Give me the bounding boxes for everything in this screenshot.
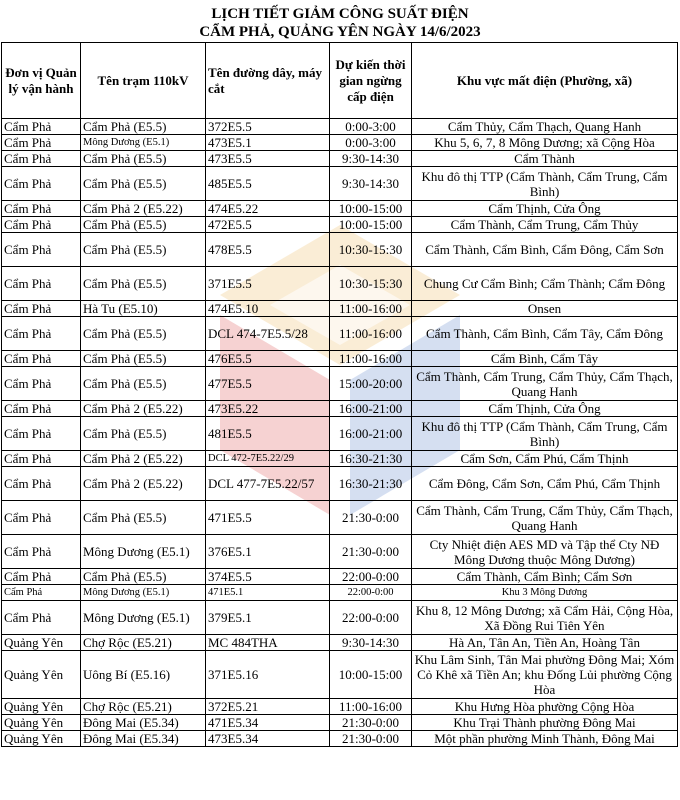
table-row [2, 317, 678, 351]
cell-line: 477E5.5 [206, 367, 330, 401]
cell-station: Cẩm Phả (E5.5) [81, 351, 206, 367]
cell-line: 471E5.34 [206, 715, 330, 731]
table-row [2, 367, 678, 401]
cell-line: 472E5.5 [206, 217, 330, 233]
cell-line: 376E5.1 [206, 535, 330, 569]
cell-station: Cẩm Phả (E5.5) [81, 501, 206, 535]
cell-unit: Cẩm Phả [2, 135, 81, 151]
cell-station: Cẩm Phả 2 (E5.22) [81, 467, 206, 501]
table-row [2, 569, 678, 585]
cell-station: Cẩm Phả (E5.5) [81, 267, 206, 301]
table-row [2, 301, 678, 317]
cell-time: 11:00-16:00 [330, 699, 412, 715]
cell-station: Đông Mai (E5.34) [81, 731, 206, 747]
cell-line: 372E5.5 [206, 119, 330, 135]
cell-area: Khu 8, 12 Mông Dương; xã Cẩm Hải, Cộng Hòa, Xã Đồng Rui Tiên Yên [412, 601, 678, 635]
cell-area: Cẩm Bình, Cẩm Tây [412, 351, 678, 367]
table-row [2, 417, 678, 451]
cell-area: Onsen [412, 301, 678, 317]
cell-station: Cẩm Phả 2 (E5.22) [81, 451, 206, 467]
cell-line: 379E5.1 [206, 601, 330, 635]
table-header-row [2, 43, 678, 119]
cell-time: 21:30-0:00 [330, 535, 412, 569]
cell-station: Cẩm Phả (E5.5) [81, 367, 206, 401]
cell-unit: Cẩm Phả [2, 535, 81, 569]
cell-unit: Quảng Yên [2, 635, 81, 651]
cell-time: 15:00-20:00 [330, 367, 412, 401]
cell-station: Cẩm Phả (E5.5) [81, 217, 206, 233]
table-row [2, 167, 678, 201]
cell-line: MC 484THA [206, 635, 330, 651]
cell-unit: Cẩm Phả [2, 601, 81, 635]
cell-line: DCL 472-7E5.22/29 [206, 451, 330, 467]
cell-area: Cẩm Thành [412, 151, 678, 167]
cell-station: Cẩm Phả 2 (E5.22) [81, 201, 206, 217]
table-row [2, 585, 678, 601]
header-time: Dự kiến thời gian ngừng cấp điện [330, 43, 412, 119]
cell-time: 16:00-21:00 [330, 401, 412, 417]
cell-time: 22:00-0:00 [330, 601, 412, 635]
cell-area: Một phần phường Minh Thành, Đông Mai [412, 731, 678, 747]
cell-unit: Quảng Yên [2, 651, 81, 699]
cell-station: Cẩm Phả (E5.5) [81, 317, 206, 351]
cell-line: 372E5.21 [206, 699, 330, 715]
cell-unit: Cẩm Phả [2, 451, 81, 467]
cell-time: 9:30-14:30 [330, 151, 412, 167]
cell-area: Cẩm Thành, Cẩm Trung, Cẩm Thủy, Cẩm Thạch, Quang Hanh [412, 367, 678, 401]
table-row [2, 201, 678, 217]
cell-station: Hà Tu (E5.10) [81, 301, 206, 317]
table-row [2, 715, 678, 731]
cell-time: 16:30-21:30 [330, 467, 412, 501]
cell-station: Cẩm Phả (E5.5) [81, 233, 206, 267]
cell-station: Cẩm Phả (E5.5) [81, 417, 206, 451]
cell-time: 10:00-15:00 [330, 651, 412, 699]
cell-station: Đông Mai (E5.34) [81, 715, 206, 731]
cell-area: Cty Nhiệt điện AES MD và Tập thể Cty NĐ Mông Dương thuộc Mông Dương) [412, 535, 678, 569]
cell-unit: Cẩm Phả [2, 119, 81, 135]
cell-area: Khu đô thị TTP (Cẩm Thành, Cẩm Trung, Cẩm Bình) [412, 417, 678, 451]
cell-station: Chợ Rộc (E5.21) [81, 635, 206, 651]
cell-time: 0:00-3:00 [330, 135, 412, 151]
cell-area: Cẩm Thịnh, Cửa Ông [412, 401, 678, 417]
cell-area: Khu Trại Thành phường Đông Mai [412, 715, 678, 731]
cell-area: Cẩm Thành, Cẩm Bình; Cẩm Sơn [412, 569, 678, 585]
cell-line: 485E5.5 [206, 167, 330, 201]
cell-unit: Cẩm Phả [2, 317, 81, 351]
document-title: LỊCH TIẾT GIẢM CÔNG SUẤT ĐIỆN [211, 6, 469, 22]
cell-station: Cẩm Phả (E5.5) [81, 167, 206, 201]
table-row [2, 651, 678, 699]
cell-station: Mông Dương (E5.1) [81, 135, 206, 151]
cell-station: Cẩm Phả 2 (E5.22) [81, 401, 206, 417]
cell-unit: Quảng Yên [2, 731, 81, 747]
cell-time: 16:00-21:00 [330, 417, 412, 451]
cell-unit: Cẩm Phả [2, 367, 81, 401]
cell-line: 476E5.5 [206, 351, 330, 367]
cell-time: 11:00-16:00 [330, 351, 412, 367]
cell-line: 473E5.34 [206, 731, 330, 747]
cell-line: DCL 474-7E5.5/28 [206, 317, 330, 351]
header-line: Tên đường dây, máy cắt [206, 43, 330, 119]
cell-area: Cẩm Thành, Cẩm Trung, Cẩm Thủy, Cẩm Thạch, Quang Hanh [412, 501, 678, 535]
header-area: Khu vực mất điện (Phường, xã) [412, 43, 678, 119]
cell-station: Cẩm Phả (E5.5) [81, 119, 206, 135]
cell-area: Cẩm Thành, Cẩm Bình, Cẩm Tây, Cẩm Đông [412, 317, 678, 351]
header-station: Tên trạm 110kV [81, 43, 206, 119]
table-row [2, 151, 678, 167]
table-row [2, 267, 678, 301]
cell-line: 481E5.5 [206, 417, 330, 451]
cell-line: 474E5.10 [206, 301, 330, 317]
cell-time: 10:00-15:00 [330, 217, 412, 233]
cell-station: Mông Dương (E5.1) [81, 585, 206, 601]
cell-unit: Cẩm Phả [2, 501, 81, 535]
cell-unit: Cẩm Phả [2, 351, 81, 367]
cell-line: 473E5.5 [206, 151, 330, 167]
table-row [2, 535, 678, 569]
cell-area: Cẩm Thành, Cẩm Trung, Cẩm Thủy [412, 217, 678, 233]
cell-area: Chung Cư Cẩm Bình; Cẩm Thành; Cẩm Đông [412, 267, 678, 301]
table-row [2, 467, 678, 501]
cell-station: Mông Dương (E5.1) [81, 535, 206, 569]
cell-line: DCL 477-7E5.22/57 [206, 467, 330, 501]
cell-time: 9:30-14:30 [330, 635, 412, 651]
cell-area: Hà An, Tân An, Tiền An, Hoàng Tân [412, 635, 678, 651]
table-row [2, 135, 678, 151]
cell-area: Cẩm Thủy, Cẩm Thạch, Quang Hanh [412, 119, 678, 135]
header-unit: Đơn vị Quản lý vận hành [2, 43, 81, 119]
cell-unit: Cẩm Phả [2, 151, 81, 167]
table-row [2, 351, 678, 367]
cell-time: 22:00-0:00 [330, 585, 412, 601]
cell-unit: Cẩm Phả [2, 467, 81, 501]
cell-time: 16:30-21:30 [330, 451, 412, 467]
cell-area: Khu đô thị TTP (Cẩm Thành, Cẩm Trung, Cẩm Bình) [412, 167, 678, 201]
table-row [2, 401, 678, 417]
cell-time: 10:00-15:00 [330, 201, 412, 217]
cell-unit: Cẩm Phả [2, 569, 81, 585]
table-row [2, 451, 678, 467]
cell-time: 21:30-0:00 [330, 731, 412, 747]
cell-unit: Quảng Yên [2, 699, 81, 715]
cell-station: Cẩm Phả (E5.5) [81, 569, 206, 585]
cell-area: Khu 5, 6, 7, 8 Mông Dương; xã Cộng Hòa [412, 135, 678, 151]
cell-line: 474E5.22 [206, 201, 330, 217]
cell-station: Cẩm Phả (E5.5) [81, 151, 206, 167]
table-row [2, 501, 678, 535]
cell-area: Khu 3 Mông Dương [412, 585, 678, 601]
cell-unit: Quảng Yên [2, 715, 81, 731]
cell-time: 21:30-0:00 [330, 715, 412, 731]
cell-time: 11:00-16:00 [330, 317, 412, 351]
cell-line: 471E5.5 [206, 501, 330, 535]
cell-line: 371E5.16 [206, 651, 330, 699]
cell-unit: Cẩm Phả [2, 217, 81, 233]
cell-line: 473E5.22 [206, 401, 330, 417]
cell-time: 22:00-0:00 [330, 569, 412, 585]
cell-unit: Cẩm Phả [2, 401, 81, 417]
cell-line: 471E5.1 [206, 585, 330, 601]
cell-unit: Cẩm Phả [2, 301, 81, 317]
table-row [2, 217, 678, 233]
table-row [2, 233, 678, 267]
cell-unit: Cẩm Phả [2, 233, 81, 267]
table-row [2, 119, 678, 135]
cell-time: 10:30-15:30 [330, 267, 412, 301]
table-row [2, 699, 678, 715]
table-row [2, 731, 678, 747]
cell-line: 478E5.5 [206, 233, 330, 267]
cell-line: 374E5.5 [206, 569, 330, 585]
cell-area: Khu Lâm Sinh, Tân Mai phường Đông Mai; Xóm Cỏ Khê xã Tiền An; khu Đống Lủi phường Cộng Hòa [412, 651, 678, 699]
cell-unit: Cẩm Phả [2, 417, 81, 451]
cell-line: 371E5.5 [206, 267, 330, 301]
cell-time: 11:00-16:00 [330, 301, 412, 317]
cell-area: Cẩm Thành, Cẩm Bình, Cẩm Đông, Cẩm Sơn [412, 233, 678, 267]
cell-unit: Cẩm Phả [2, 585, 81, 601]
cell-time: 21:30-0:00 [330, 501, 412, 535]
table-row [2, 601, 678, 635]
cell-station: Chợ Rộc (E5.21) [81, 699, 206, 715]
cell-unit: Cẩm Phả [2, 201, 81, 217]
cell-time: 10:30-15:30 [330, 233, 412, 267]
table-row [2, 635, 678, 651]
cell-station: Mông Dương (E5.1) [81, 601, 206, 635]
cell-area: Cẩm Đông, Cẩm Sơn, Cẩm Phú, Cẩm Thịnh [412, 467, 678, 501]
power-cut-schedule-table [1, 42, 678, 747]
cell-unit: Cẩm Phả [2, 167, 81, 201]
cell-area: Cẩm Sơn, Cẩm Phú, Cẩm Thịnh [412, 451, 678, 467]
cell-line: 473E5.1 [206, 135, 330, 151]
cell-area: Khu Hưng Hòa phường Cộng Hòa [412, 699, 678, 715]
cell-unit: Cẩm Phả [2, 267, 81, 301]
cell-area: Cẩm Thịnh, Cửa Ông [412, 201, 678, 217]
document-subtitle: CẨM PHẢ, QUẢNG YÊN NGÀY 14/6/2023 [199, 24, 481, 40]
cell-time: 9:30-14:30 [330, 167, 412, 201]
cell-time: 0:00-3:00 [330, 119, 412, 135]
cell-station: Uông Bí (E5.16) [81, 651, 206, 699]
